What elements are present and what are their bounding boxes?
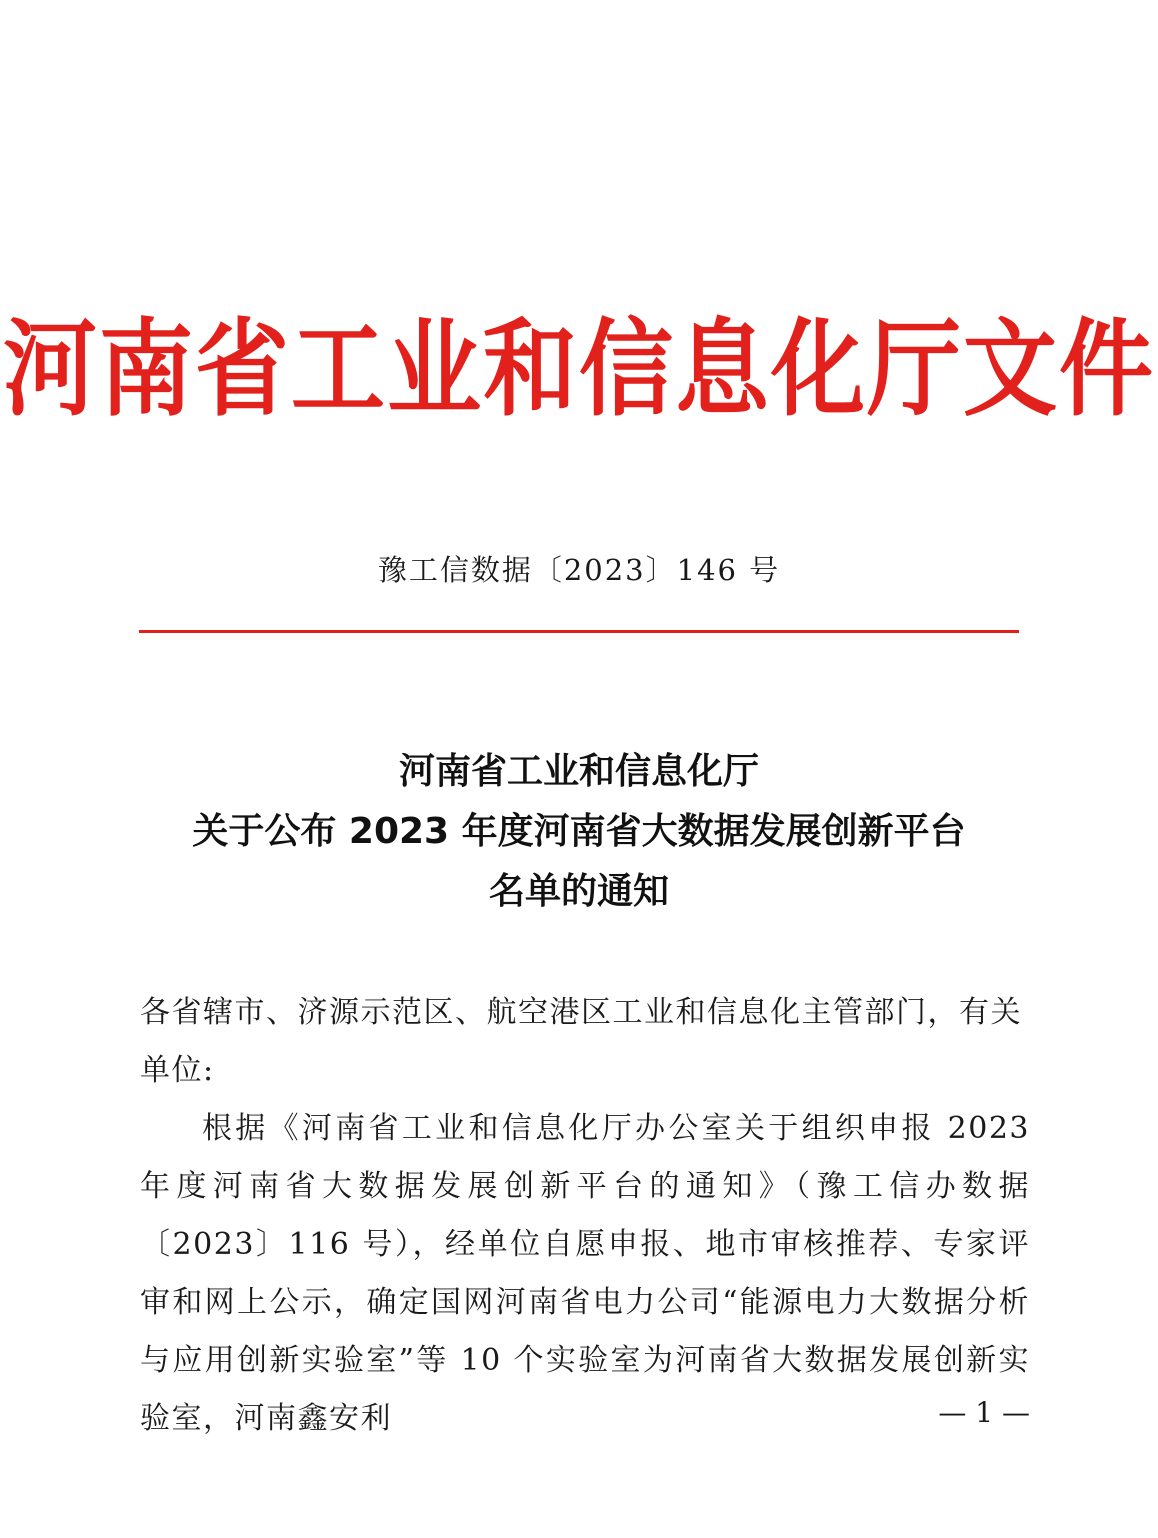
notice-title-line-1: 河南省工业和信息化厅 (398, 751, 759, 792)
document-header-title: 河南省工业和信息化厅文件 (2, 309, 1155, 432)
red-divider-line (139, 630, 1019, 633)
page-number: — 1 — (938, 1396, 1030, 1429)
notice-title-line-2: 关于公布 2023 年度河南省大数据发展创新平台 (192, 811, 966, 852)
body-paragraph: 根据《河南省工业和信息化厅办公室关于组织申报 2023 年度河南省大数据发展创新平台的通知》（豫工信办数据〔2023〕116 号），经单位自愿申报、地市审核推荐、专家评审和网上公示，确定国网河南省电力公司“能源电力大数据分析与应用创新实验室”等 10 个实验室为河南省大数据发展创新实验室，河南鑫安利 (140, 1111, 1030, 1436)
document-number: 豫工信数据〔2023〕146 号 (377, 553, 781, 587)
notice-title (0, 742, 1158, 922)
salutation: 各省辖市、济源示范区、航空港区工业和信息化主管部门，有关单位: (140, 995, 1022, 1088)
notice-title-line-3: 名单的通知 (488, 871, 669, 912)
